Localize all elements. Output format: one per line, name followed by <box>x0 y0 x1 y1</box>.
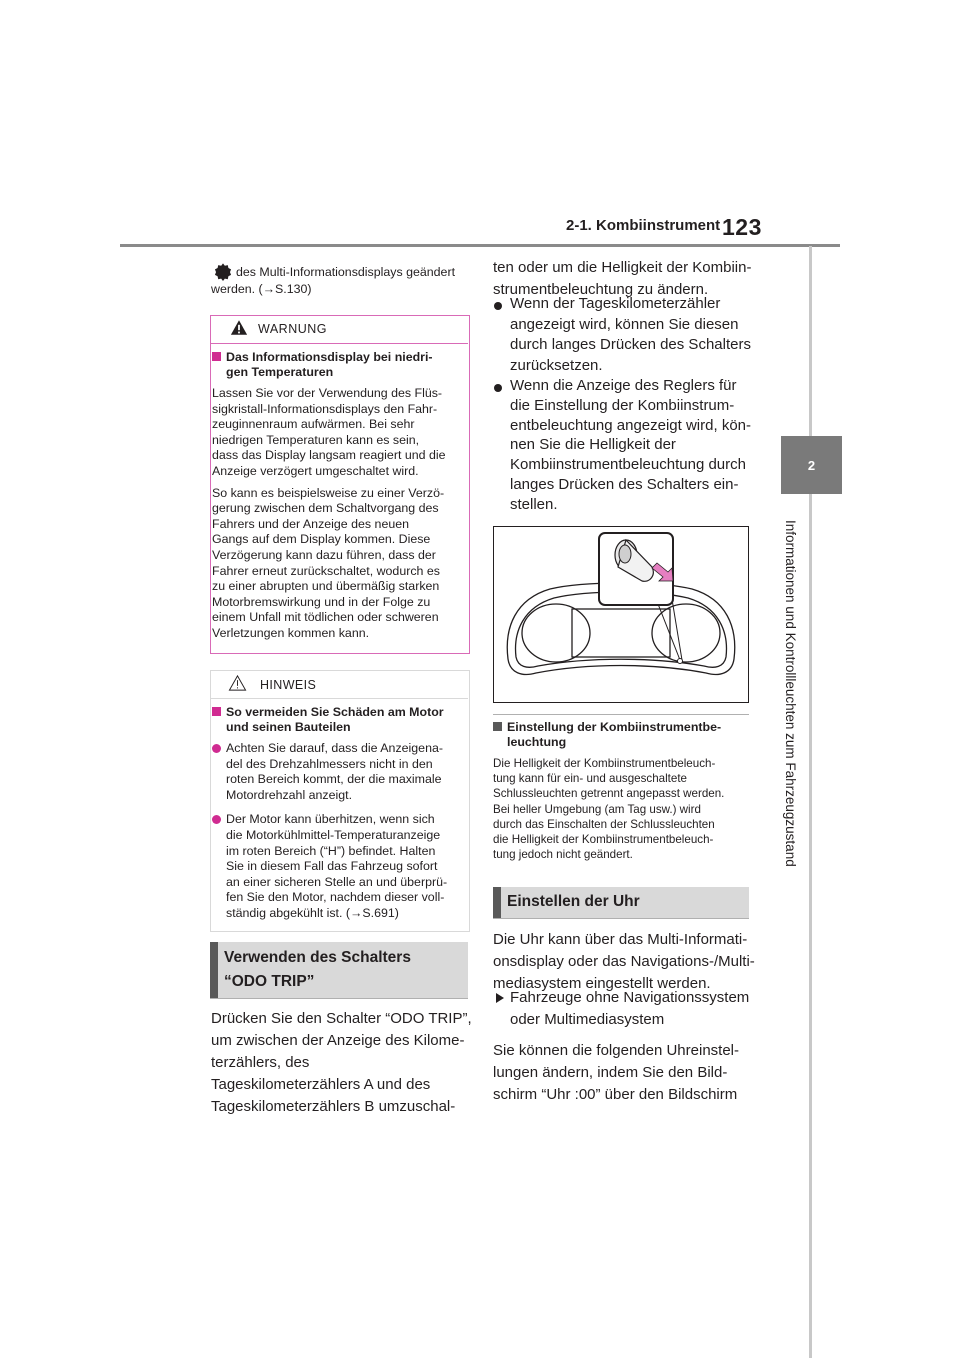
text-line: onsdisplay oder das Navigations-/Multi- <box>493 953 755 970</box>
subheading-line-1: Einstellung der Kombiinstrumentbe- <box>507 720 722 734</box>
text-line: Sie in diesem Fall das Fahrzeug sofort <box>226 859 438 874</box>
warning-heading <box>212 350 466 380</box>
text-line: niedrigen Temperaturen kann es sein, <box>212 432 420 447</box>
text-line: sigkristall-Informationsdisplays den Fahr- <box>212 401 438 416</box>
text-line: entbeleuchtung angezeigt wird, kön- <box>510 416 751 434</box>
notice-heading-line-1: So vermeiden Sie Schäden am Motor <box>226 705 444 719</box>
text-line: Sie können die folgenden Uhreinstel- <box>493 1042 739 1059</box>
odo-title-line-2: “ODO TRIP” <box>224 973 315 990</box>
warning-heading-line-2: gen Temperaturen <box>226 365 334 379</box>
text-line: nen Sie die Helligkeit der <box>510 436 676 454</box>
side-rule <box>809 246 812 1358</box>
header-rule <box>120 244 840 247</box>
warning-triangle-icon <box>230 319 248 336</box>
text-line: durch langes Drücken des Schalters <box>510 336 751 354</box>
bullet-brightness <box>510 376 755 515</box>
odo-section-title <box>224 946 464 994</box>
text-line: oder Multimediasystem <box>510 1011 665 1028</box>
text-line: Motordrehzahl anzeigt. <box>226 787 353 802</box>
warning-content <box>212 350 466 642</box>
text-line: Fahrzeuge ohne Navigationssystem <box>510 989 750 1006</box>
section-marker <box>493 887 501 918</box>
page-number: 123 <box>722 214 762 240</box>
text-line: roten Bereich kommt, der die maximale <box>226 772 442 787</box>
instrument-cluster-illustration <box>494 527 748 702</box>
text-line: Motorbremswirkung und in der Folge zu <box>212 594 431 609</box>
text-line: Kombiinstrumentbeleuchtung durch <box>510 456 746 474</box>
text-line: Gangs auf dem Display kommen. Diese <box>212 532 431 547</box>
text-line: Tageskilometerzählers A und des <box>211 1076 431 1093</box>
text-line: zeuginnenraum aufwärmen. Bei sehr <box>212 417 415 432</box>
caution-triangle-icon <box>228 674 247 692</box>
text-line: stellen. <box>510 495 558 513</box>
section-marker <box>210 942 218 998</box>
text-line: Drücken Sie den Schalter “ODO TRIP”, <box>211 1010 472 1027</box>
text-line: durch das Einschalten der Schlussleuchten <box>493 817 715 831</box>
subheading-line-2: leuchtung <box>507 735 567 749</box>
notice-separator <box>211 698 468 699</box>
text-line: lungen ändern, indem Sie den Bild- <box>493 1064 728 1081</box>
text-line: strumentbeleuchtung zu ändern. <box>493 281 709 298</box>
warning-heading-line-1: Das Informationsdisplay bei niedri- <box>226 350 433 364</box>
section-underline <box>210 998 468 999</box>
text-line: Fahrers und der Anzeige des neuen <box>212 516 410 531</box>
text-line: um zwischen der Anzeige des Kilome- <box>211 1032 465 1049</box>
vehicle-condition <box>510 987 755 1031</box>
text-line: ständig abgekühlt ist. (→S.691) <box>226 905 399 920</box>
text-line: tung kann für ein- und ausgeschaltete <box>493 772 688 786</box>
text-line: del des Drehzahlmessers nicht in den <box>226 756 433 771</box>
bullet-dot-icon <box>212 744 221 753</box>
warning-paragraph-2 <box>212 486 466 642</box>
text-line: tung jedoch nicht geändert. <box>493 848 633 862</box>
text-line: terzählers, des <box>211 1054 310 1071</box>
text-line: schirm “Uhr :00” über den Bildschirm <box>493 1086 738 1103</box>
text-line: Wenn der Tageskilometerzähler <box>510 295 721 312</box>
text-line: Verzögerung kann dazu führen, dass der <box>212 547 436 562</box>
warning-label: WARNUNG <box>258 322 328 336</box>
triangle-bullet-icon <box>496 993 504 1003</box>
text-line: im roten Bereich (“H”) befindet. Halten <box>226 843 436 858</box>
text-line: Die Uhr kann über das Multi-Informati- <box>493 931 748 948</box>
instrument-cluster-figure <box>493 526 749 703</box>
section-underline <box>493 918 749 919</box>
brightness-subheading <box>493 720 755 750</box>
section-title: 2-1. Kombiinstrument <box>566 217 721 234</box>
text-line: zu einer abrupten und übermäßig starken <box>212 579 440 594</box>
text-line: Fahrer erneut zurückschaltet, wodurch es <box>212 563 440 578</box>
warning-paragraph-1 <box>212 386 466 480</box>
notice-content <box>212 705 466 922</box>
notice-heading-line-2: und seinen Bauteilen <box>226 720 351 734</box>
text-line: Bei heller Umgebung (am Tag usw.) wird <box>493 802 701 816</box>
text-line: gerung zwischen dem Schaltvorgang des <box>212 501 439 516</box>
text-line: fen Sie den Motor, nachdem dieser voll- <box>226 890 445 905</box>
chapter-number: 2 <box>807 458 816 473</box>
text-line: die Motorkühlmittel-Temperaturanzeige <box>226 827 441 842</box>
text-line: Achten Sie darauf, dass die Anzeigena- <box>226 741 443 755</box>
intro-text <box>211 264 473 298</box>
text-line: Schlussleuchten getrennt angepasst werden. <box>493 787 725 801</box>
bullet-dot-icon <box>212 815 221 824</box>
text-line: die Helligkeit der Kombiinstrumentbeleuch- <box>493 833 714 847</box>
clock-paragraph <box>493 929 755 995</box>
text-line: ten oder um die Helligkeit der Kombiin- <box>493 259 752 276</box>
text-line: Wenn die Anzeige des Reglers für <box>510 377 737 394</box>
text-line: Lassen Sie vor der Verwendung des Flüs- <box>212 386 443 400</box>
square-bullet-icon <box>493 722 502 731</box>
bullet-dot-icon <box>494 384 502 392</box>
text-line: Die Helligkeit der Kombiinstrumentbeleuch- <box>493 757 716 770</box>
clock-settings-paragraph <box>493 1040 755 1106</box>
brightness-body <box>493 756 755 862</box>
notice-bullet-2 <box>212 812 466 921</box>
intro-line-1: des Multi-Informationsdisplays geändert <box>236 265 456 279</box>
text-line: So kann es beispielsweise zu einer Verzö- <box>212 485 445 500</box>
clock-section-title: Einstellen der Uhr <box>507 893 640 910</box>
notice-label: HINWEIS <box>260 678 317 692</box>
text-line: einem Unfall mit tödlichen oder schweren <box>212 610 439 625</box>
text-line: langes Drücken des Schalters ein- <box>510 475 739 493</box>
text-line: Tageskilometerzählers B umzuschal- <box>211 1098 456 1115</box>
chapter-title: Informationen und Kontrollleuchten zum Fahrzeugzustand <box>783 520 798 867</box>
notice-heading <box>212 705 466 735</box>
text-line: mediasystem eingestellt werden. <box>493 975 711 992</box>
text-line: dass das Display langsam reagiert und die <box>212 448 446 463</box>
text-line: Der Motor kann überhitzen, wenn sich <box>226 812 435 827</box>
square-bullet-icon <box>212 707 221 716</box>
warning-separator <box>211 343 468 344</box>
text-line: an einer sicheren Stelle an und überprü- <box>226 874 448 889</box>
chapter-title-wrap <box>776 520 806 867</box>
text-line: angezeigt wird, können Sie diesen <box>510 315 739 333</box>
subsection-rule <box>493 714 749 715</box>
text-line: Verletzungen kommen kann. <box>212 625 370 640</box>
text-line: zurücksetzen. <box>510 356 603 374</box>
bullet-dot-icon <box>494 302 502 310</box>
text-line: Anzeige verzögert umgeschaltet wird. <box>212 463 419 478</box>
odo-paragraph <box>211 1008 473 1118</box>
square-bullet-icon <box>212 352 221 361</box>
intro-line-2: werden. (→S.130) <box>211 282 312 296</box>
notice-bullet-1 <box>212 741 466 803</box>
bullet-reset <box>510 294 755 376</box>
text-line: die Einstellung der Kombiinstrum- <box>510 396 735 414</box>
odo-title-line-1: Verwenden des Schalters <box>224 949 411 966</box>
